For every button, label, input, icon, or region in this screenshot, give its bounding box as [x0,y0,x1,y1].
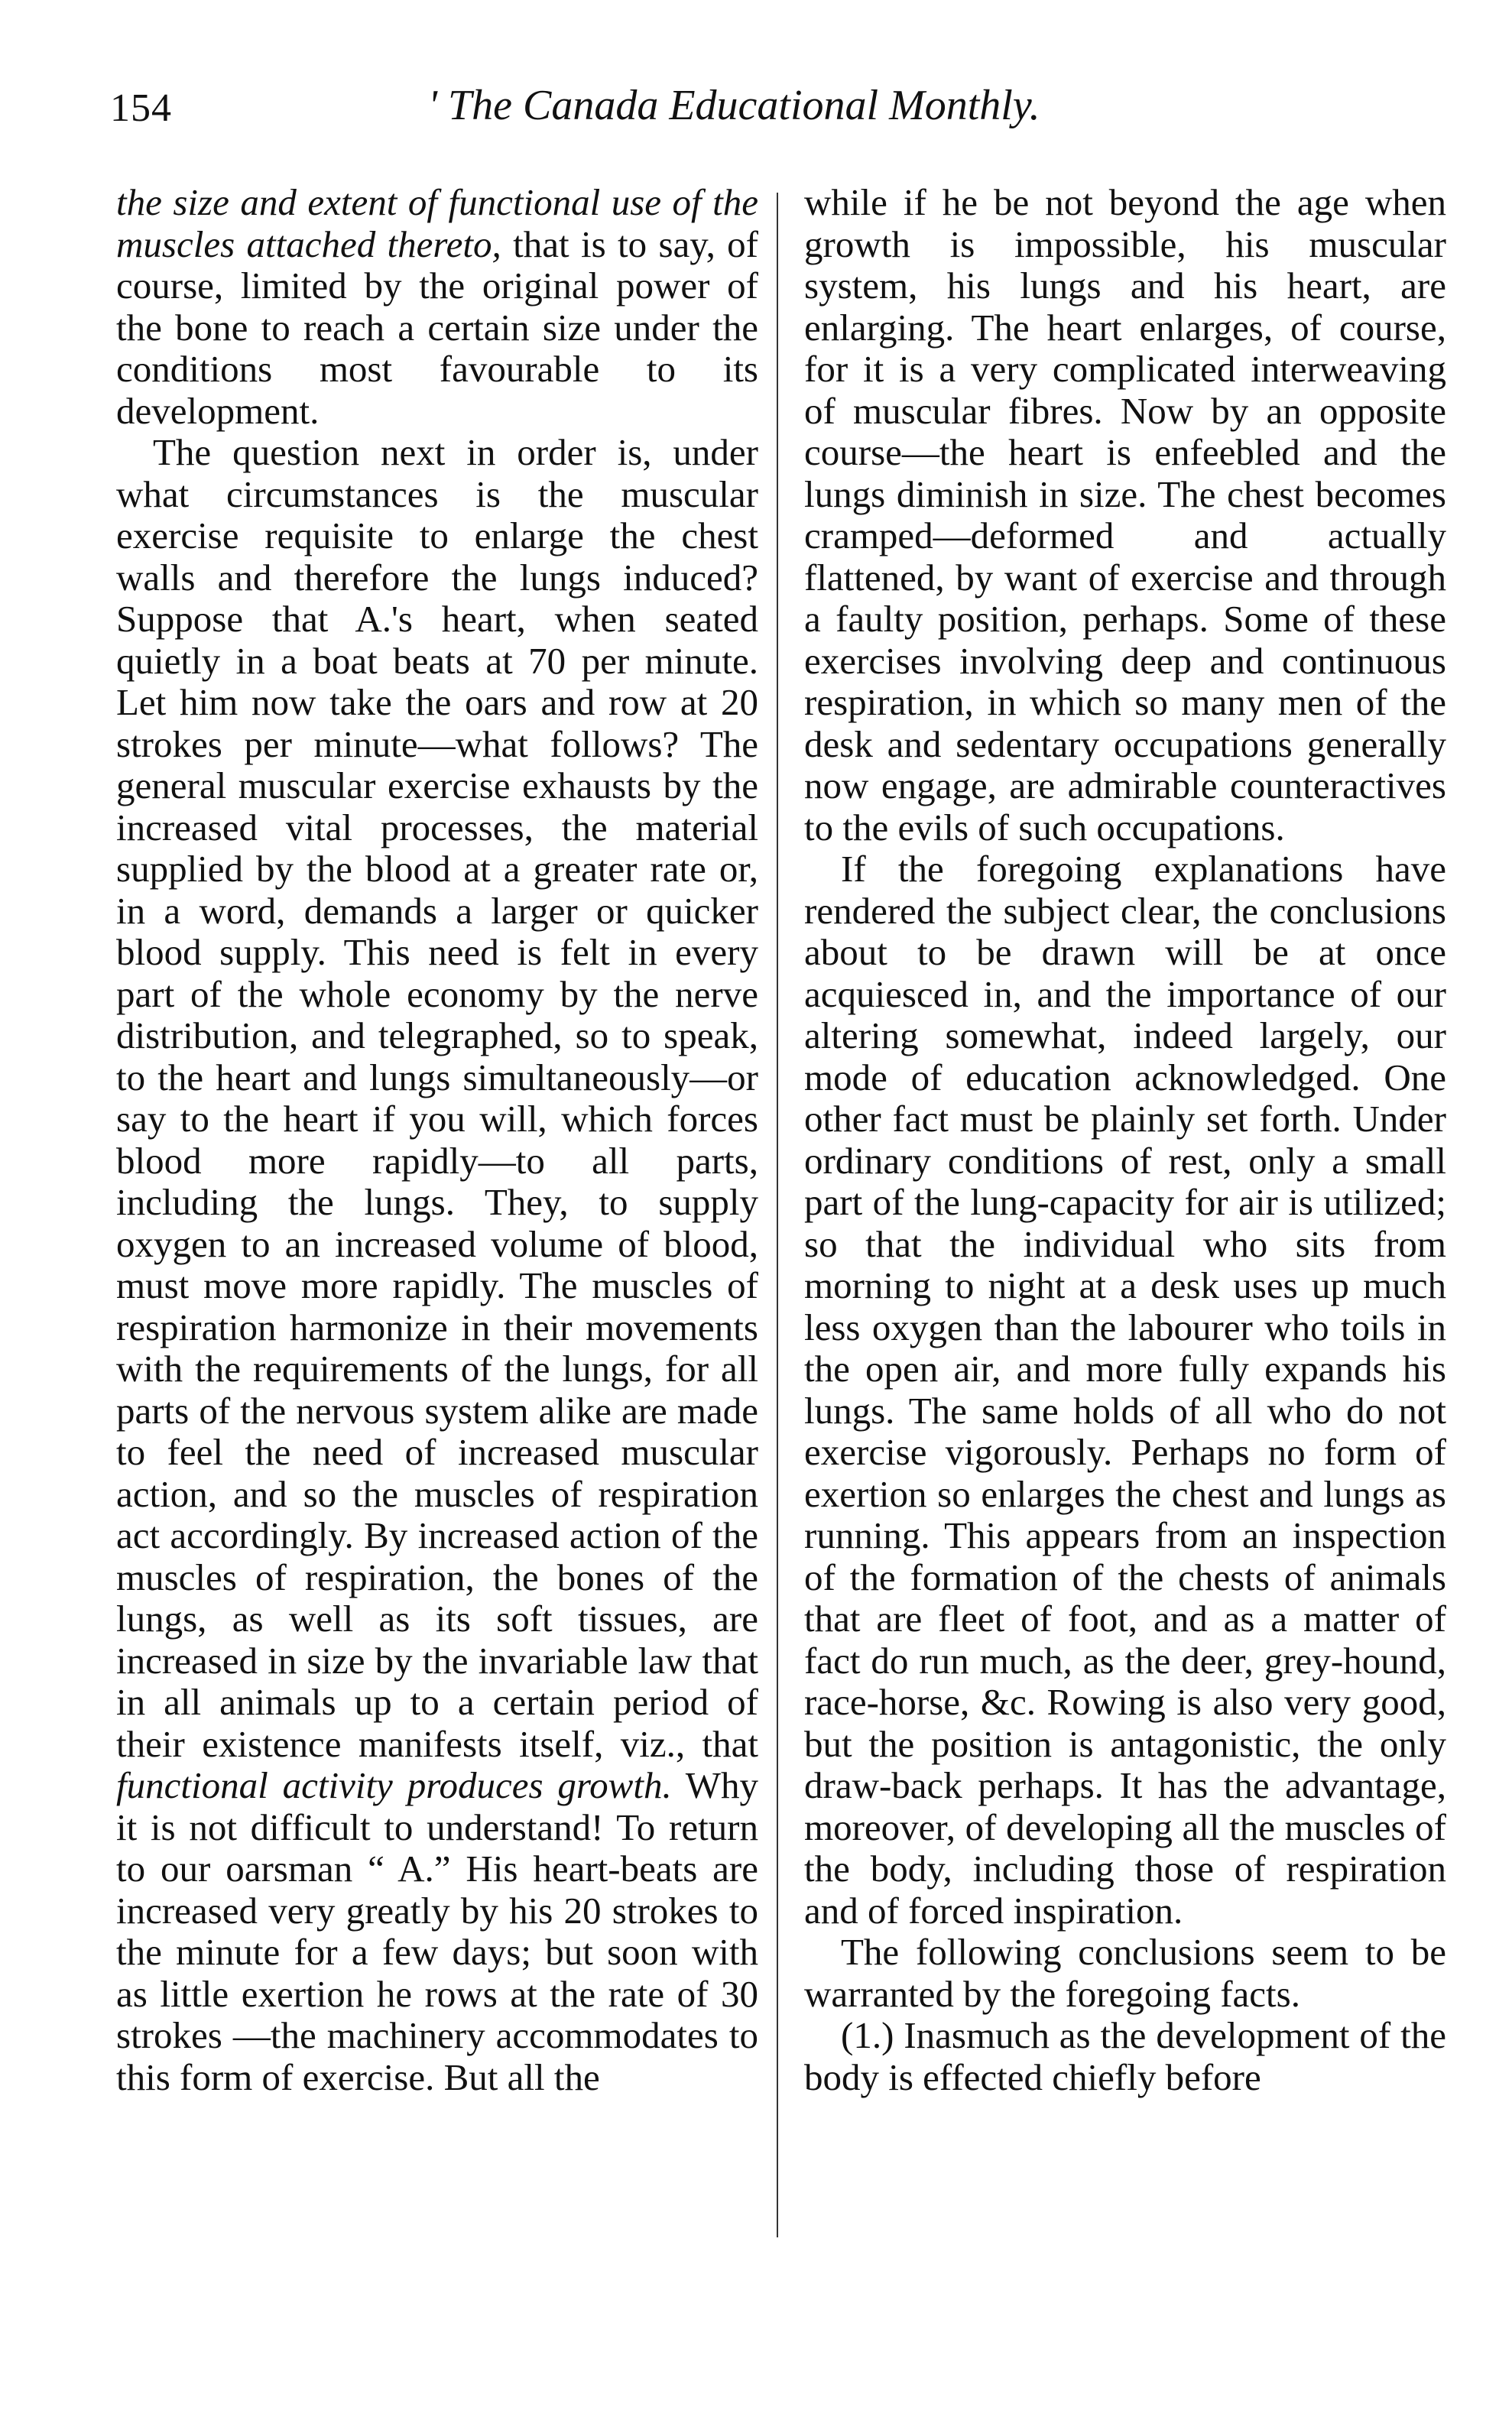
paragraph: while if he be not beyond the age when growth is impossible, his muscular system, his lungs and his heart, are enlarging. The heart enlarges, of course, for it is a very complicated interweaving of muscular fibres. Now by an opposite course—the heart is enfeebled and the lungs diminish in size. The chest becomes cramped—deformed and actually flattened, by want of exercise and through a faulty position, perhaps. Some of these exercises involving deep and continuous respiration, in which so many men of the desk and sedentary occupations generally now engage, are admirable counteractives to the evils of such occupations. [804,181,1446,848]
italic-phrase: functional activity produces growth. [116,1764,672,1806]
paragraph [116,432,758,2098]
page-number: 154 [110,86,172,130]
paragraph-text: Why it is not difficult to understand! To return to our oarsman “ A.” His heart-beats are increased very greatly by his 20 strokes to the minute for a few days; but soon with as little exertion he rows at the rate of 30 strokes —the machinery accommodates to this form of exercise. But all the [116,1764,758,2098]
italic-phrase: the size and extent of functional use of the muscles attached thereto, [116,181,758,265]
paragraph-text: that is to say, of course, limited by the original power of the bone to reach a certain size under the conditions most favourable to its development. [116,222,758,432]
column-divider [777,193,778,2237]
paragraph [116,182,758,432]
right-column [804,182,1446,2098]
paragraph: (1.) Inasmuch as the development of the body is effected chiefly before [804,2014,1446,2098]
paragraph: The following conclusions seem to be warranted by the foregoing facts. [804,1931,1446,2015]
running-title: ' The Canada Educational Monthly. [428,82,1040,129]
paragraph-text: The question next in order is, under what circumstances is the muscular exercise requisite to enlarge the chest walls and therefore the lungs induced? Suppose that A.'s heart, when seated quietly in a boat beats at 70 per minute. Let him now take the oars and row at 20 strokes per minute—what follows? The general muscular exercise exhausts by the increased vital processes, the material supplied by the blood at a greater rate or, in a word, demands a larger or quicker blood supply. This need is felt in every part of the whole economy by the nerve distribution, and telegraphed, so to speak, to the heart and lungs simultaneously—or say to the heart if you will, which forces blood more rapidly—to all parts, including the lungs. They, to supply oxygen to an increased volume of blood, must move more rapidly. The muscles of respiration harmonize in their movements with the requirements of the lungs, for all parts of the nervous system alike are made to feel the need of increased muscular action, and so the muscles of respiration act accordingly. By increased action of the muscles of respiration, the bones of the lungs, as well as its soft tissues, are increased in size by the invariable law that in all animals up to a certain period of their existence manifests itself, viz., that [116,431,758,1765]
left-column [116,182,758,2098]
paragraph: If the foregoing explanations have rendered the subject clear, the conclusions about to be drawn will be at once acquiesced in, and the importance of our altering somewhat, indeed largely, our mode of education acknowledged. One other fact must be plainly set forth. Under ordinary conditions of rest, only a small part of the lung-capacity for air is utilized; so that the individual who sits from morning to night at a desk uses up much less oxygen than the labourer who toils in the open air, and more fully expands his lungs. The same holds of all who do not exercise vigorously. Perhaps no form of exertion so enlarges the chest and lungs as running. This appears from an inspection of the formation of the chests of animals that are fleet of foot, and as a matter of fact do run much, as the deer, grey-hound, race-horse, &c. Rowing is also very good, but the position is antagonistic, the only draw-back perhaps. It has the advantage, moreover, of developing all the muscles of the body, including those of respiration and of forced inspiration. [804,848,1446,1932]
